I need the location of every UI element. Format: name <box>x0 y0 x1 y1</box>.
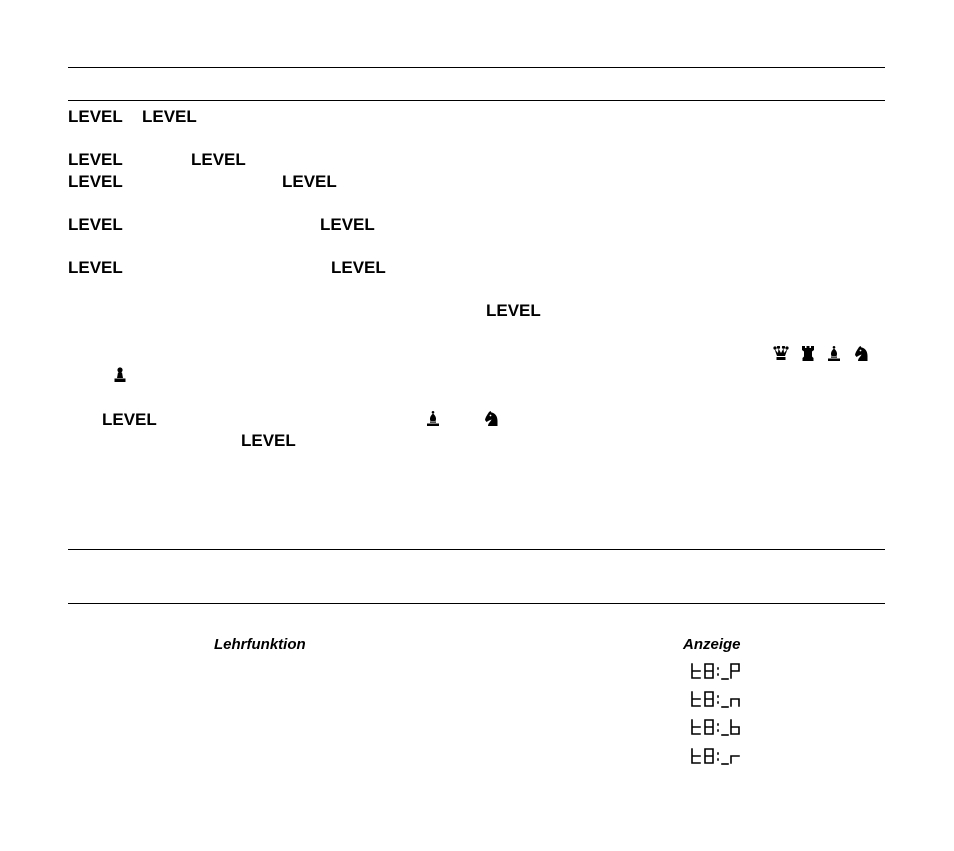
level-key-10: LEVEL <box>331 258 386 277</box>
level-key-3: LEVEL <box>68 150 123 169</box>
level-key-1: LEVEL <box>68 107 123 126</box>
rook-icon <box>801 346 815 361</box>
divider-2 <box>68 100 885 101</box>
lcd-display-knight <box>689 689 745 711</box>
level-key-12: LEVEL <box>102 410 157 429</box>
level-key-2: LEVEL <box>142 107 197 126</box>
knight-icon <box>484 411 499 426</box>
col-header-lehrfunktion: Lehrfunktion <box>214 636 306 653</box>
lcd-display-bishop <box>689 717 745 739</box>
queen-icon <box>773 346 789 361</box>
divider-top <box>68 67 885 68</box>
lcd-display-rook <box>689 746 745 768</box>
level-key-9: LEVEL <box>68 258 123 277</box>
pawn-icon <box>113 367 127 382</box>
bishop-icon <box>426 411 440 426</box>
level-key-6: LEVEL <box>282 172 337 191</box>
level-key-8: LEVEL <box>320 215 375 234</box>
lcd-display-pawn <box>689 661 745 683</box>
knight-icon <box>854 346 869 361</box>
level-key-7: LEVEL <box>68 215 123 234</box>
level-key-13: LEVEL <box>241 431 296 450</box>
level-key-11: LEVEL <box>486 301 541 320</box>
divider-4 <box>68 603 885 604</box>
divider-3 <box>68 549 885 550</box>
col-header-anzeige: Anzeige <box>683 636 741 653</box>
level-key-5: LEVEL <box>68 172 123 191</box>
bishop-icon <box>827 346 841 361</box>
level-key-4: LEVEL <box>191 150 246 169</box>
